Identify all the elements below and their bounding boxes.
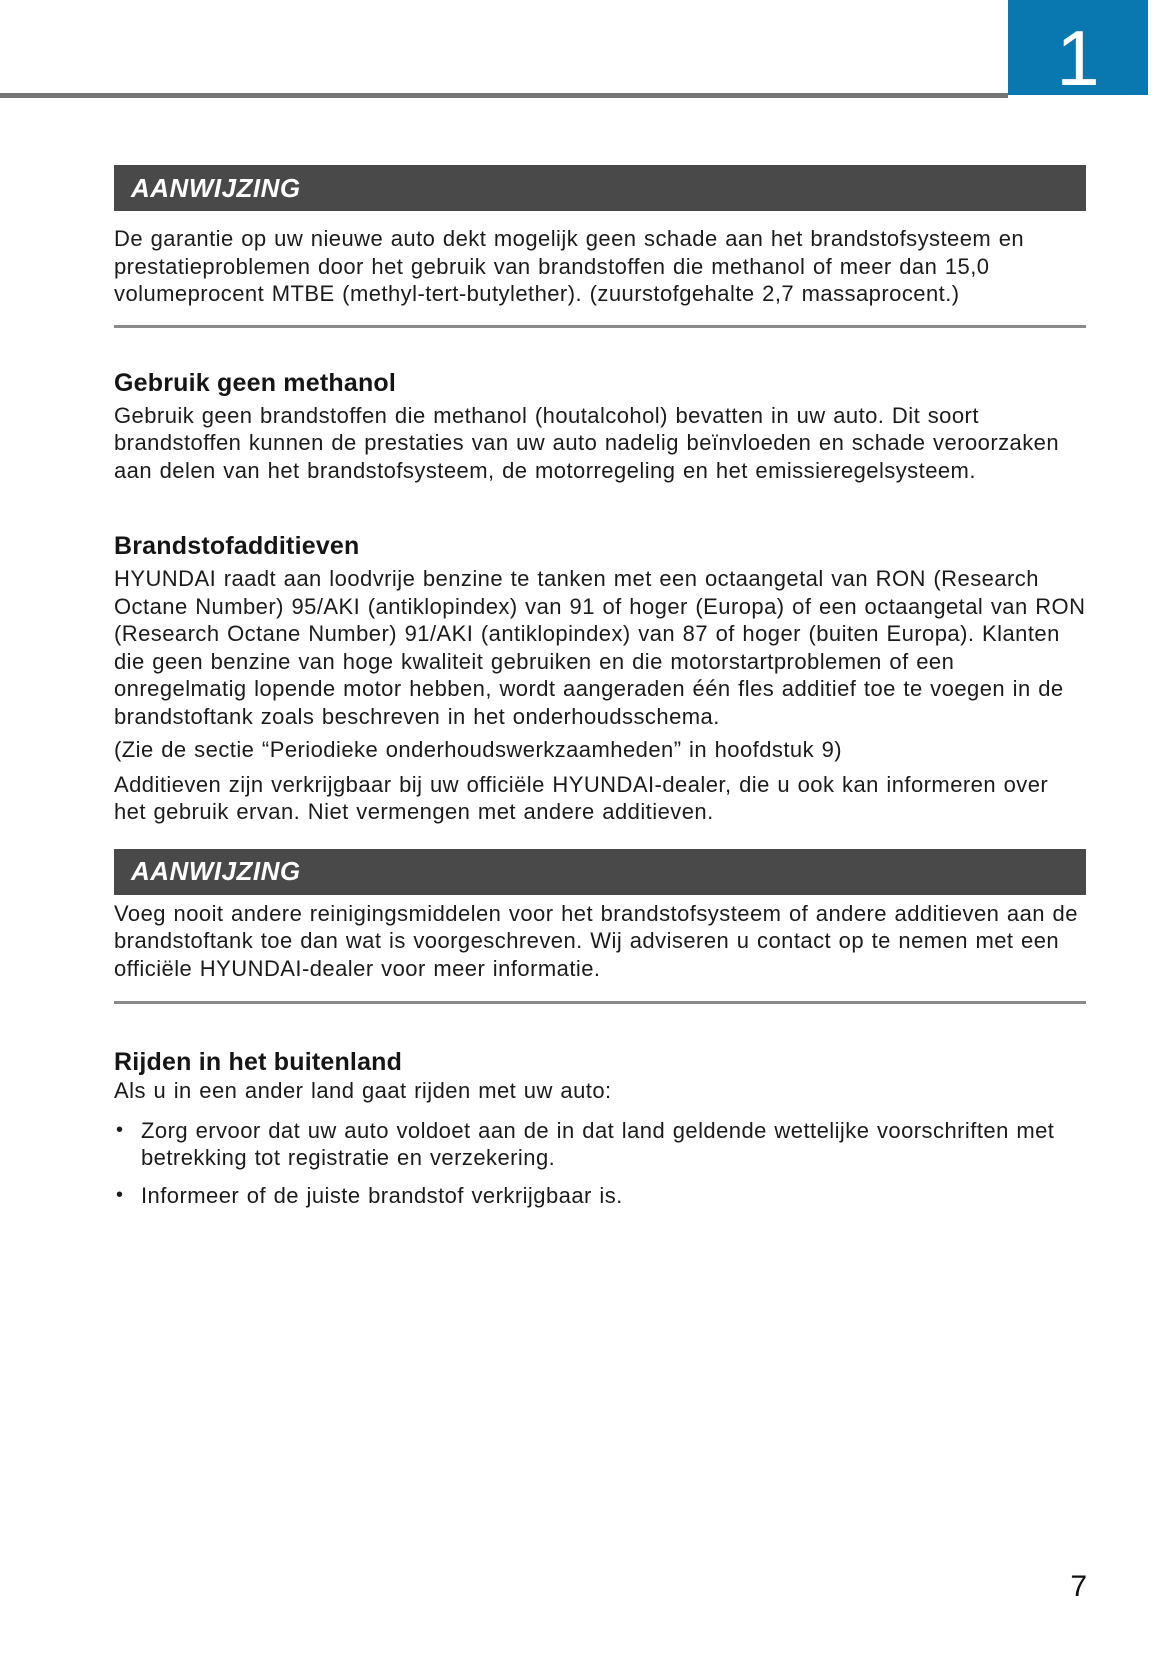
bullet-icon: • (116, 1118, 124, 1141)
bullet-text: Informeer of de juiste brandstof verkrijgbaar is. (141, 1182, 623, 1208)
page-number: 7 (1070, 1570, 1087, 1603)
page-content (114, 165, 1086, 1209)
notice-label: AANWIJZING (131, 856, 301, 886)
buitenland-bullet-list (114, 1117, 1086, 1210)
header-rule (0, 93, 1008, 98)
heading-gebruik-geen-methanol: Gebruik geen methanol (114, 368, 397, 397)
notice-banner-fuel-warranty (114, 165, 1086, 211)
paragraph-additieven-note: (Zie de sectie “Periodieke onderhoudswerkzaamheden” in hoofdstuk 9) (114, 737, 843, 762)
list-item (114, 1182, 1086, 1210)
paragraph-additieven: HYUNDAI raadt aan loodvrije benzine te tanken met een octaangetal van RON (Research Octane Number) 95/AKI (antiklopindex) van 91 of hoger (Europa) of een octaangetal van RON (Research Octane Number) 91/AKI (antiklopindex) van 87 of hoger (buiten Europa). Klanten die geen benzine van hoge kwaliteit gebruiken en die motorstartproblemen of een onregelmatig lopende motor hebben, wordt aangeraden één fles additief toe te voegen in de brandstoftank zoals beschreven in het onderhoudsschema. (114, 566, 1086, 729)
section-divider (114, 325, 1086, 328)
paragraph-additieven-dealer: Additieven zijn verkrijgbaar bij uw officiële HYUNDAI-dealer, die u ook kan informeren over het gebruik ervan. Niet vermengen met andere additieven. (114, 771, 1049, 824)
paragraph-buitenland-intro: Als u in een ander land gaat rijden met uw auto: (114, 1078, 612, 1103)
paragraph-fuel-warranty: De garantie op uw nieuwe auto dekt mogelijk geen schade aan het brandstofsysteem en prestatieproblemen door het gebruik van brandstoffen die methanol of meer dan 15,0 volumeprocent MTBE (methyl-tert-butylether). (zuurstofgehalte 2,7 massaprocent.) (114, 226, 1025, 306)
paragraph-methanol: Gebruik geen brandstoffen die methanol (houtalcohol) bevatten in uw auto. Dit soort brandstoffen kunnen de prestaties van uw auto nadelig beïnvloeden en schade veroorzaken aan delen van het brandstofsysteem, de motorregeling en het emissieregelsysteem. (114, 402, 1060, 483)
notice-banner-additives (114, 849, 1086, 895)
chapter-number: 1 (1056, 14, 1100, 103)
bullet-icon: • (116, 1183, 124, 1206)
heading-brandstofadditieven: Brandstofadditieven (114, 532, 360, 560)
chapter-tab (1008, 0, 1148, 103)
bullet-text: Zorg ervoor dat uw auto voldoet aan de in dat land geldende wettelijke voorschriften met betrekking tot registratie en verzekering. (141, 1117, 1055, 1170)
list-item (114, 1117, 1086, 1172)
paragraph-additives-warning: Voeg nooit andere reinigingsmiddelen voor het brandstofsysteem of andere additieven aan de brandstoftank toe dan wat is voorgeschreven. Wij adviseren u contact op te nemen met een officiële HYUNDAI-dealer voor meer informatie. (114, 900, 1078, 981)
notice-label: AANWIJZING (131, 172, 301, 203)
heading-rijden-buitenland: Rijden in het buitenland (114, 1048, 403, 1076)
section-divider (114, 1001, 1086, 1004)
